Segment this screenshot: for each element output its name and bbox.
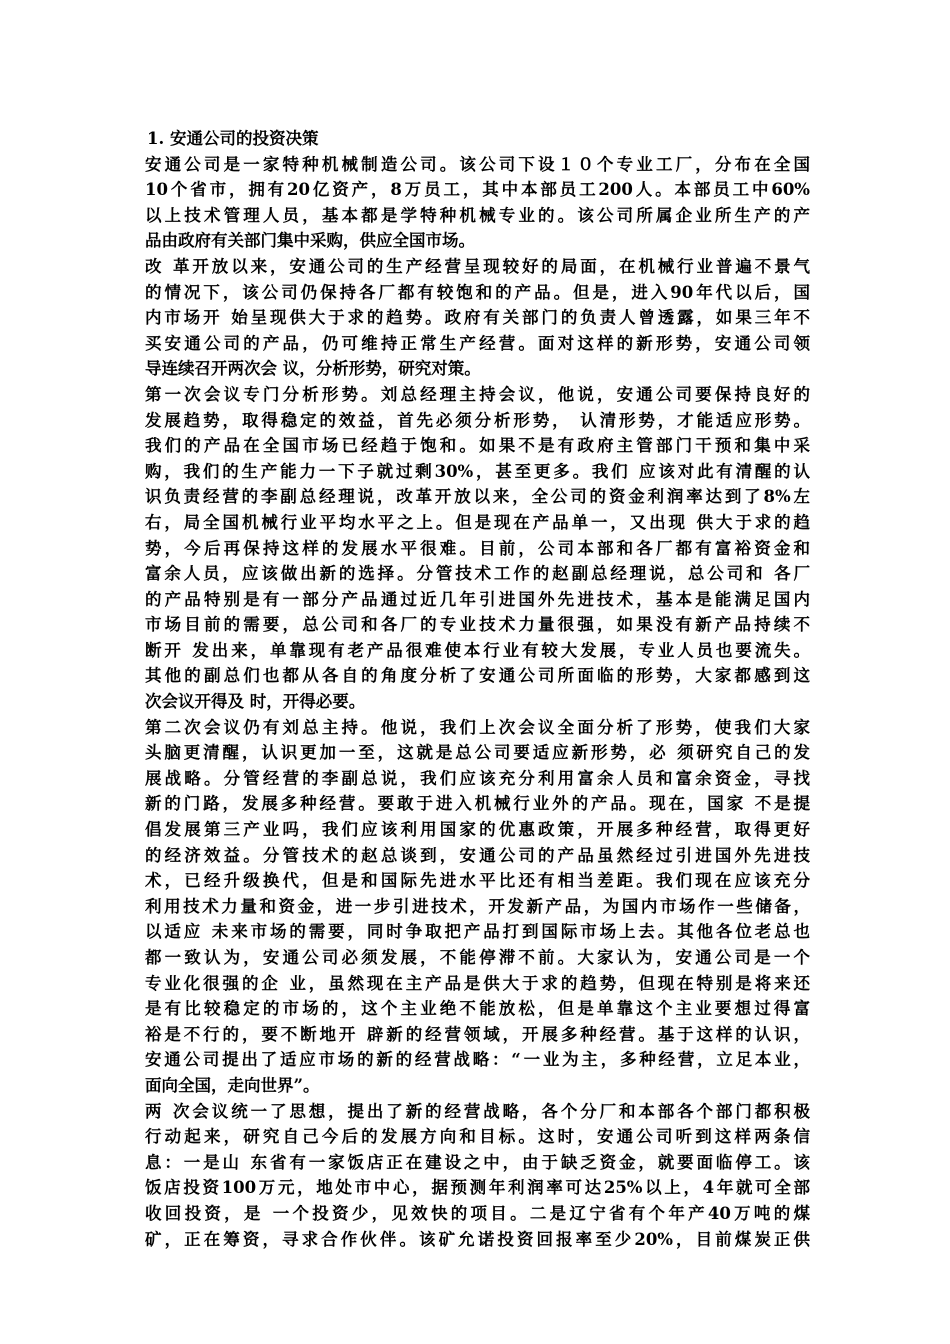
text-line: 识负责经营的李副总经理说，改革开放以来，全公司的资金利润率达到了8%左 <box>145 487 810 507</box>
text-line: 改 革开放以来，安通公司的生产经营呈现较好的局面，在机械行业普遍不景气 <box>145 256 810 276</box>
document-heading: 1. 安通公司的投资决策 <box>147 129 319 148</box>
text-line: 以适应 未来市场的需要，同时争取把产品打到国际市场上去。其他各位老总也 <box>145 922 810 942</box>
document-body <box>145 126 810 1252</box>
text-line: 内市场开 始呈现供大于求的趋势。政府有关部门的负责人曾透露，如果三年不 <box>145 308 810 328</box>
text-line: 断开 发出来，单靠现有老产品很难使本行业有较大发展，专业人员也要流失。 <box>145 640 810 660</box>
text-line: 都一致认为，安通公司必须发展，不能停滞不前。大家认为，安通公司是一个 <box>145 948 810 967</box>
text-line: 行动起来，研究自己今后的发展方向和目标。这时，安通公司听到这样两条信 <box>145 1127 810 1147</box>
text-line: 富余人员，应该做出新的选择。分管技术工作的赵副总经理说，总公司和 各厂 <box>145 564 810 584</box>
text-line: 展战略。分管经营的李副总说，我们应该充分利用富余人员和富余资金，寻找 <box>145 768 810 788</box>
text-line: 两 次会议统一了思想，提出了新的经营战略，各个分厂和本部各个部门都积极 <box>145 1101 810 1121</box>
text-line: 势，今后再保持这样的发展水平很难。目前，公司本部和各厂都有富裕资金和 <box>145 538 810 558</box>
text-line: 我们的产品在全国市场已经趋于饱和。如果不是有政府主管部门干预和集中采 <box>145 436 810 456</box>
text-line: 饭店投资100万元，地处市中心，据预测年利润率可达25%以上，4年就可全部 <box>145 1178 810 1198</box>
text-line: 专业化很强的企 业，虽然现在主产品是供大于求的趋势，但现在特别是将来还 <box>145 973 810 993</box>
text-line: 次会议开得及 时，开得必要。 <box>145 692 366 712</box>
text-line: 新的门路，发展多种经营。要敢于进入机械行业外的产品。现在，国家 不是提 <box>145 794 810 814</box>
text-line: 头脑更清醒，认识更加一至，这就是总公司要适应新形势，必 须研究自己的发 <box>145 743 810 763</box>
text-line: 右，局全国机械行业平均水平之上。但是现在产品单一，又出现 供大于求的趋 <box>145 512 810 532</box>
text-line: 的情况下，该公司仍保持各厂都有较饱和的产品。但是，进入90年代以后，国 <box>145 282 810 302</box>
text-line: 术，已经升级换代，但是和国际先进水平比还有相当差距。我们现在应该充分 <box>145 871 810 891</box>
text-line: 倡发展第三产业吗，我们应该利用国家的优惠政策，开展多种经营，取得更好 <box>145 820 810 840</box>
text-line: 收回投资，是 一个投资少，见效快的项目。二是辽宁省有个年产40万吨的煤 <box>145 1203 810 1223</box>
text-line: 导连续召开两次会 议，分析形势，研究对策。 <box>145 359 481 379</box>
text-line: 矿，正在筹资，寻求合作伙伴。该矿允诺投资回报率至少20%，目前煤炭正供 <box>145 1229 810 1249</box>
text-line: 安通公司是一家特种机械制造公司。该公司下设１０个专业工厂，分布在全国 <box>145 154 810 174</box>
text-line: 利用技术力量和资金，进一步引进技术，开发新产品，为国内市场作一些储备， <box>145 896 810 916</box>
text-line: 的经济效益。分管技术的赵总谈到，安通公司的产品虽然经过引进国外先进技 <box>145 845 810 865</box>
text-line: 安通公司提出了适应市场的新的经营战略：“一业为主，多种经营，立足本业， <box>145 1050 810 1070</box>
text-line: 买安通公司的产品，仍可维持正常生产经营。面对这样的新形势，安通公司领 <box>145 333 810 353</box>
text-line: 裕是不行的，要不断地开 辟新的经营领域，开展多种经营。基于这样的认识， <box>145 1024 810 1044</box>
text-line: 发展趋势，取得稳定的效益，首先必须分析形势， 认清形势，才能适应形势。 <box>145 410 810 430</box>
text-line: 购，我们的生产能力一下子就过剩30%，甚至更多。我们 应该对此有清醒的认 <box>145 461 810 481</box>
text-line: 第一次会议专门分析形势。刘总经理主持会议，他说，安通公司要保持良好的 <box>145 384 810 404</box>
text-line: 第二次会议仍有刘总主持。他说，我们上次会议全面分析了形势，使我们大家 <box>145 717 810 737</box>
text-line: 其他的副总们也都从各自的角度分析了安通公司所面临的形势，大家都感到这 <box>145 666 810 686</box>
text-line: 以上技术管理人员，基本都是学特种机械专业的。该公司所属企业所生产的产 <box>145 205 810 225</box>
text-line: 面向全国，走向世界”。 <box>145 1075 320 1095</box>
text-line: 品由政府有关部门集中采购，供应全国市场。 <box>145 231 475 251</box>
text-line: 是有比较稳定的市场的，这个主业绝不能放松，但是单靠这个主业要想过得富 <box>145 999 810 1019</box>
text-line: 市场目前的需要，总公司和各厂的专业技术力量很强，如果没有新产品持续不 <box>145 615 810 635</box>
text-line: 的产品特别是有一部分产品通过近几年引进国外先进技术，基本是能满足国内 <box>145 589 810 609</box>
text-line: 10个省市，拥有20亿资产，8万员工，其中本部员工200人。本部员工中60% <box>145 180 810 200</box>
text-line: 息：一是山 东省有一家饭店正在建设之中，由于缺乏资金，就要面临停工。该 <box>145 1152 810 1172</box>
